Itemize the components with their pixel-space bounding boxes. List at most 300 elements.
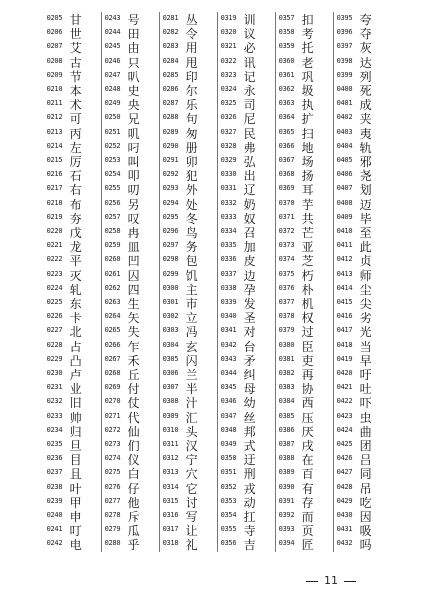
- table-row: [279, 126, 337, 140]
- character: 执: [301, 98, 314, 113]
- character: 达: [359, 55, 372, 70]
- table-row: [163, 97, 221, 111]
- character: 本: [69, 84, 82, 98]
- char-code: 0310: [162, 425, 179, 434]
- table-row: [337, 339, 395, 353]
- table-row: [163, 111, 221, 125]
- character: 付: [127, 382, 140, 397]
- char-code: 0390: [278, 482, 295, 491]
- table-row: [279, 225, 337, 239]
- char-code: 0385: [278, 411, 295, 420]
- table-row: [47, 296, 105, 310]
- character: 只: [127, 55, 140, 70]
- char-code: 0305: [162, 354, 179, 363]
- char-code: 0220: [46, 227, 63, 235]
- table-row: [221, 154, 279, 168]
- character: 叮: [69, 524, 82, 539]
- character: 叨: [127, 183, 140, 198]
- character: 写: [185, 510, 198, 524]
- table-row: [337, 466, 395, 480]
- table-row: [337, 225, 395, 239]
- char-code: 0395: [336, 14, 353, 22]
- char-code: 0363: [278, 99, 295, 108]
- table-row: [279, 324, 337, 338]
- char-code: 0321: [220, 42, 237, 51]
- table-row: [105, 168, 163, 182]
- char-code: 0428: [336, 482, 353, 491]
- table-row: [221, 211, 279, 225]
- char-code: 0208: [46, 56, 63, 65]
- char-code: 0268: [104, 369, 121, 377]
- character: 芋: [301, 197, 314, 212]
- character: 世: [69, 27, 82, 42]
- character: 扫: [301, 126, 314, 141]
- character: 丙: [69, 126, 82, 141]
- char-code: 0315: [162, 496, 179, 505]
- table-row: [47, 126, 105, 140]
- table-row: [337, 111, 395, 125]
- table-row: [279, 395, 337, 409]
- char-code: 0419: [336, 354, 353, 363]
- char-code: 0408: [336, 198, 353, 207]
- char-code: 0223: [46, 269, 63, 278]
- table-row: [105, 225, 163, 239]
- char-code: 0215: [46, 156, 63, 164]
- column-3: [163, 12, 221, 552]
- table-row: [279, 381, 337, 395]
- table-row: [105, 353, 163, 367]
- character: 尔: [185, 84, 198, 98]
- char-code: 0283: [162, 42, 179, 51]
- table-row: [279, 481, 337, 495]
- char-code: 0356: [220, 539, 237, 548]
- char-code: 0378: [278, 312, 295, 321]
- char-code: 0225: [46, 298, 63, 306]
- character: 左: [69, 140, 82, 155]
- table-row: [279, 452, 337, 466]
- char-code: 0253: [104, 156, 121, 164]
- character: 叭: [127, 69, 140, 84]
- char-code: 0267: [104, 354, 121, 363]
- char-code: 0369: [278, 184, 295, 193]
- character: 芒: [301, 226, 314, 240]
- char-code: 0323: [220, 70, 237, 79]
- char-code: 0340: [220, 312, 237, 321]
- table-row: [163, 239, 221, 253]
- character: 吗: [359, 538, 372, 553]
- table-row: [163, 353, 221, 367]
- character: 凸: [69, 353, 82, 368]
- char-code: 0425: [336, 440, 353, 448]
- table-row: [221, 197, 279, 211]
- char-code: 0222: [46, 255, 63, 264]
- table-row: [105, 452, 163, 466]
- char-code: 0364: [278, 113, 295, 122]
- table-row: [47, 26, 105, 40]
- character: 列: [359, 69, 372, 84]
- char-code: 0424: [336, 425, 353, 434]
- char-code: 0313: [162, 468, 179, 477]
- char-code: 0300: [162, 283, 179, 292]
- char-code: 0240: [46, 511, 63, 519]
- character: 戊: [69, 226, 82, 240]
- character: 甲: [69, 495, 82, 510]
- table-row: [221, 55, 279, 69]
- char-code: 0227: [46, 326, 63, 335]
- table-row: [105, 12, 163, 26]
- table-row: [221, 353, 279, 367]
- table-row: [279, 197, 337, 211]
- character: 厉: [69, 155, 82, 169]
- table-row: [163, 253, 221, 267]
- table-row: [163, 395, 221, 409]
- table-row: [279, 55, 337, 69]
- table-row: [337, 495, 395, 509]
- table-row: [163, 282, 221, 296]
- char-code: 0276: [104, 482, 121, 491]
- table-row: [105, 296, 163, 310]
- character: 由: [127, 41, 140, 56]
- char-code: 0318: [162, 539, 179, 548]
- character: 仪: [127, 453, 140, 468]
- character: 西: [301, 396, 314, 411]
- table-row: [221, 140, 279, 154]
- character: 句: [185, 112, 198, 127]
- char-code: 0295: [162, 212, 179, 221]
- character: 此: [359, 240, 372, 255]
- char-code: 0431: [336, 525, 353, 534]
- table-row: [47, 111, 105, 125]
- char-code: 0344: [220, 369, 237, 377]
- char-code: 0399: [336, 70, 353, 79]
- character: 帅: [69, 410, 82, 425]
- char-code: 0349: [220, 440, 237, 448]
- char-code: 0386: [278, 425, 295, 434]
- character: 乍: [127, 339, 140, 354]
- character: 斥: [127, 510, 140, 524]
- char-code: 0329: [220, 156, 237, 164]
- character: 处: [185, 197, 198, 212]
- table-row: [337, 197, 395, 211]
- table-row: [47, 324, 105, 338]
- character: 北: [69, 325, 82, 340]
- column-divider: [333, 12, 334, 552]
- char-code: 0426: [336, 454, 353, 463]
- char-code: 0325: [220, 99, 237, 108]
- table-row: [337, 523, 395, 537]
- character: 右: [69, 183, 82, 198]
- character: 司: [243, 98, 256, 113]
- character: 们: [127, 439, 140, 453]
- character: 生: [127, 297, 140, 311]
- char-code: 0303: [162, 326, 179, 335]
- char-code: 0302: [162, 312, 179, 321]
- table-row: [163, 438, 221, 452]
- character: 仔: [127, 481, 140, 496]
- char-code: 0361: [278, 70, 295, 79]
- table-row: [163, 83, 221, 97]
- character: 卡: [69, 311, 82, 326]
- char-code: 0297: [162, 241, 179, 250]
- character: 劣: [359, 311, 372, 326]
- character: 古: [69, 55, 82, 70]
- character: 至: [359, 226, 372, 240]
- char-code: 0320: [220, 28, 237, 37]
- table-row: [105, 466, 163, 480]
- columns-container: [46, 12, 396, 552]
- char-code: 0259: [104, 241, 121, 250]
- table-row: [47, 495, 105, 509]
- character: 早: [359, 353, 372, 368]
- table-row: [163, 410, 221, 424]
- table-row: [221, 69, 279, 83]
- char-code: 0206: [46, 28, 63, 37]
- char-code: 0409: [336, 212, 353, 221]
- character: 术: [69, 98, 82, 113]
- table-row: [221, 296, 279, 310]
- table-row: [105, 438, 163, 452]
- character: 甩: [185, 55, 198, 70]
- table-row: [337, 424, 395, 438]
- char-code: 0348: [220, 425, 237, 434]
- table-row: [105, 239, 163, 253]
- table-row: [105, 253, 163, 267]
- char-code: 0265: [104, 326, 121, 335]
- char-code: 0407: [336, 184, 353, 193]
- character: 存: [301, 495, 314, 510]
- char-code: 0273: [104, 440, 121, 448]
- table-row: [47, 410, 105, 424]
- char-code: 0413: [336, 269, 353, 278]
- char-code: 0232: [46, 397, 63, 406]
- character: 母: [243, 382, 256, 397]
- character: 业: [69, 382, 82, 397]
- char-code: 0339: [220, 298, 237, 306]
- character: 占: [69, 339, 82, 354]
- char-code: 0397: [336, 42, 353, 51]
- char-code: 0427: [336, 468, 353, 477]
- character: 务: [185, 240, 198, 255]
- table-row: [337, 353, 395, 367]
- char-code: 0269: [104, 383, 121, 392]
- table-row: [221, 410, 279, 424]
- char-code: 0304: [162, 340, 179, 349]
- table-row: [221, 168, 279, 182]
- character: 凹: [127, 254, 140, 269]
- char-code: 0247: [104, 70, 121, 79]
- char-code: 0371: [278, 212, 295, 221]
- table-row: [163, 424, 221, 438]
- char-code: 0432: [336, 539, 353, 548]
- table-row: [279, 12, 337, 26]
- table-row: [221, 83, 279, 97]
- character: 扣: [301, 13, 314, 27]
- table-row: [221, 97, 279, 111]
- character: 迈: [359, 197, 372, 212]
- character: 死: [359, 84, 372, 98]
- table-row: [221, 367, 279, 381]
- char-code: 0389: [278, 468, 295, 477]
- character: 外: [185, 183, 198, 198]
- character: 平: [69, 254, 82, 269]
- character: 卯: [185, 155, 198, 169]
- table-row: [47, 154, 105, 168]
- table-row: [163, 381, 221, 395]
- char-code: 0260: [104, 255, 121, 264]
- table-row: [221, 182, 279, 196]
- table-row: [47, 438, 105, 452]
- table-row: [163, 211, 221, 225]
- table-row: [105, 140, 163, 154]
- character: 在: [301, 453, 314, 468]
- character: 发: [243, 297, 256, 311]
- page-footer: [300, 574, 362, 587]
- table-row: [221, 111, 279, 125]
- character: 必: [243, 41, 256, 56]
- table-row: [105, 509, 163, 523]
- table-row: [337, 395, 395, 409]
- char-code: 0354: [220, 511, 237, 519]
- table-row: [105, 211, 163, 225]
- character: 市: [185, 297, 198, 311]
- character: 吊: [359, 481, 372, 496]
- character: 共: [301, 211, 314, 226]
- table-row: [337, 268, 395, 282]
- character: 它: [185, 481, 198, 496]
- table-row: [47, 452, 105, 466]
- table-row: [221, 26, 279, 40]
- char-code: 0250: [104, 113, 121, 122]
- character: 民: [243, 126, 256, 141]
- table-row: [163, 69, 221, 83]
- table-row: [47, 239, 105, 253]
- char-code: 0384: [278, 397, 295, 406]
- table-row: [221, 253, 279, 267]
- character: 号: [127, 13, 140, 27]
- table-row: [337, 154, 395, 168]
- char-code: 0350: [220, 454, 237, 463]
- table-row: [47, 197, 105, 211]
- char-code: 0376: [278, 283, 295, 292]
- char-code: 0429: [336, 496, 353, 505]
- char-code: 0294: [162, 198, 179, 207]
- char-code: 0352: [220, 482, 237, 491]
- character: 四: [127, 282, 140, 297]
- char-code: 0280: [104, 539, 121, 548]
- table-row: [105, 268, 163, 282]
- table-row: [47, 381, 105, 395]
- char-code: 0285: [162, 70, 179, 79]
- character: 夹: [359, 112, 372, 127]
- table-row: [337, 410, 395, 424]
- char-code: 0412: [336, 255, 353, 264]
- table-row: [279, 140, 337, 154]
- char-code: 0370: [278, 198, 295, 207]
- character: 讨: [185, 495, 198, 510]
- table-row: [279, 367, 337, 381]
- table-row: [337, 26, 395, 40]
- character: 尘: [359, 282, 372, 297]
- char-code: 0279: [104, 525, 121, 534]
- table-row: [279, 40, 337, 54]
- character: 邪: [359, 155, 372, 169]
- column-1: [47, 12, 105, 552]
- table-row: [337, 12, 395, 26]
- table-row: [47, 537, 105, 551]
- table-row: [279, 69, 337, 83]
- character: 节: [69, 69, 82, 84]
- table-row: [279, 239, 337, 253]
- char-code: 0308: [162, 397, 179, 406]
- character: 冯: [185, 325, 198, 340]
- character: 式: [243, 439, 256, 453]
- table-row: [163, 182, 221, 196]
- character: 奶: [243, 197, 256, 212]
- char-code: 0422: [336, 397, 353, 406]
- char-code: 0252: [104, 141, 121, 150]
- char-code: 0271: [104, 411, 121, 420]
- char-code: 0328: [220, 141, 237, 150]
- character: 申: [69, 510, 82, 524]
- character: 贞: [359, 254, 372, 269]
- table-row: [337, 239, 395, 253]
- character: 吃: [359, 495, 372, 510]
- character: 立: [185, 311, 198, 326]
- character: 册: [185, 140, 198, 155]
- char-code: 0270: [104, 397, 121, 406]
- table-row: [47, 268, 105, 282]
- character: 过: [301, 325, 314, 340]
- char-code: 0277: [104, 496, 121, 505]
- char-code: 0332: [220, 198, 237, 207]
- table-row: [105, 97, 163, 111]
- character: 轧: [69, 282, 82, 297]
- table-row: [105, 182, 163, 196]
- char-code: 0372: [278, 227, 295, 235]
- table-row: [337, 182, 395, 196]
- character: 台: [243, 339, 256, 354]
- table-row: [105, 83, 163, 97]
- table-row: [221, 537, 279, 551]
- character: 圣: [243, 311, 256, 326]
- character: 旦: [69, 439, 82, 453]
- character: 半: [185, 382, 198, 397]
- character: 汁: [185, 396, 198, 411]
- table-row: [337, 452, 395, 466]
- character: 目: [69, 453, 82, 468]
- character: 匠: [301, 538, 314, 553]
- character: 汇: [185, 410, 198, 425]
- table-row: [279, 154, 337, 168]
- table-row: [221, 225, 279, 239]
- char-code: 0236: [46, 454, 63, 463]
- character: 匆: [185, 126, 198, 141]
- char-code: 0309: [162, 411, 179, 420]
- table-row: [337, 537, 395, 551]
- table-row: [47, 140, 105, 154]
- char-code: 0417: [336, 326, 353, 335]
- column-divider: [217, 12, 218, 552]
- character: 吸: [359, 524, 372, 539]
- char-code: 0423: [336, 411, 353, 420]
- character: 叹: [127, 211, 140, 226]
- character: 兰: [185, 368, 198, 382]
- char-code: 0373: [278, 241, 295, 250]
- table-row: [279, 410, 337, 424]
- char-code: 0230: [46, 369, 63, 377]
- table-row: [221, 282, 279, 296]
- table-row: [221, 239, 279, 253]
